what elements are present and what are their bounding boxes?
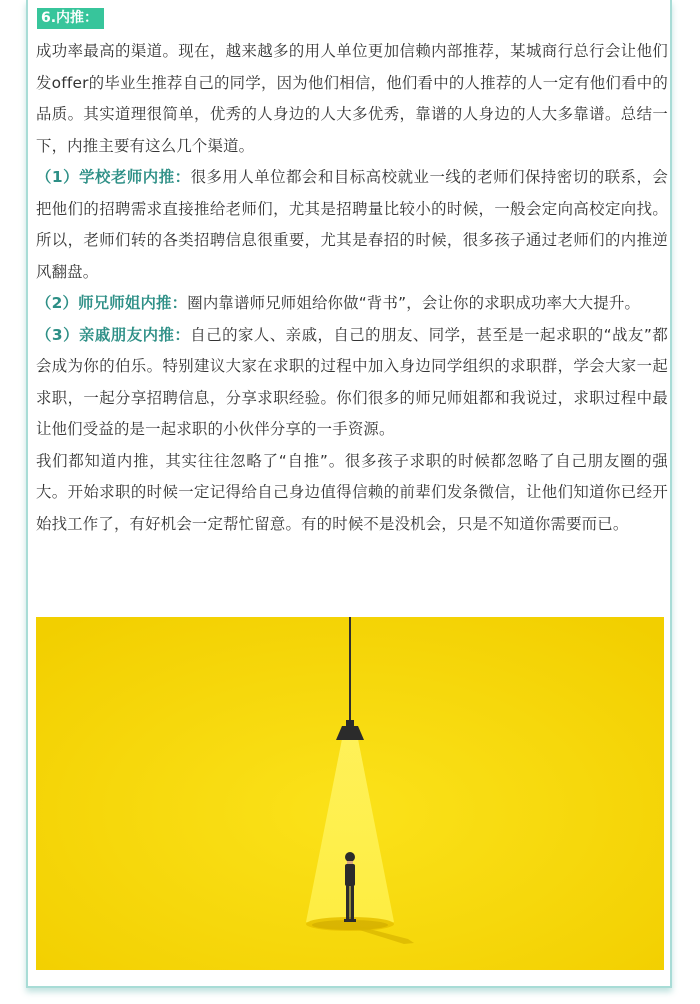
item-senior-label: （2）师兄师姐内推： — [36, 294, 188, 312]
section-heading: 6.内推： — [37, 8, 104, 29]
item-teacher-text: 很多用人单位都会和目标高校就业一线的老师们保持密切的联系，会把他们的招聘需求直接推给老师们，尤其是招聘量比较小的时候，一般会定向高校定向找。所以，老师们转的各类招聘信息很重要，尤其是春招的时候，很多孩子通过老师们的内推逆风翻盘。 — [36, 168, 668, 281]
item-senior-text: 圈内靠谱师兄师姐给你做“背书”，会让你的求职成功率大大提升。 — [187, 294, 641, 312]
article-card — [26, 0, 672, 988]
lamp-cap — [346, 720, 354, 726]
closing-paragraph: 我们都知道内推，其实往往忽略了“自推”。很多孩子求职的时候都忽略了自己朋友圈的强大。开始求职的时候一定记得给自己身边值得信赖的前辈们发条微信，让他们知道你已经开始找工作了，有好机会一定帮忙留意。有的时候不是没机会，只是不知道你需要而已。 — [36, 451, 668, 533]
item-teacher-label: （1）学校老师内推： — [36, 168, 191, 186]
article-body — [36, 36, 668, 540]
item-family-text: 自己的家人、亲戚，自己的朋友、同学，甚至是一起求职的“战友”都会成为你的伯乐。特别建议大家在求职的过程中加入身边同学组织的求职群，学会大家一起求职，一起分享招聘信息，分享求职经验。你们很多的师兄师姐都和我说过，求职过程中最让他们受益的是一起求职的小伙伴分享的一手资源。 — [36, 325, 668, 438]
spotlight-illustration — [36, 617, 664, 970]
item-family-referral — [36, 320, 668, 446]
item-teacher-referral — [36, 162, 668, 288]
item-family-label: （3）亲戚朋友内推： — [36, 325, 191, 344]
item-senior-referral — [36, 288, 668, 320]
intro-paragraph: 成功率最高的渠道。现在，越来越多的用人单位更加信赖内部推荐，某城商行总行会让他们发offer的毕业生推荐自己的同学，因为他们相信，他们看中的人推荐的人一定有他们看中的品质。其实道理很简单，优秀的人身边的人大多优秀，靠谱的人身边的人大多靠谱。总结一下，内推主要有这么几个渠道。 — [36, 42, 668, 155]
